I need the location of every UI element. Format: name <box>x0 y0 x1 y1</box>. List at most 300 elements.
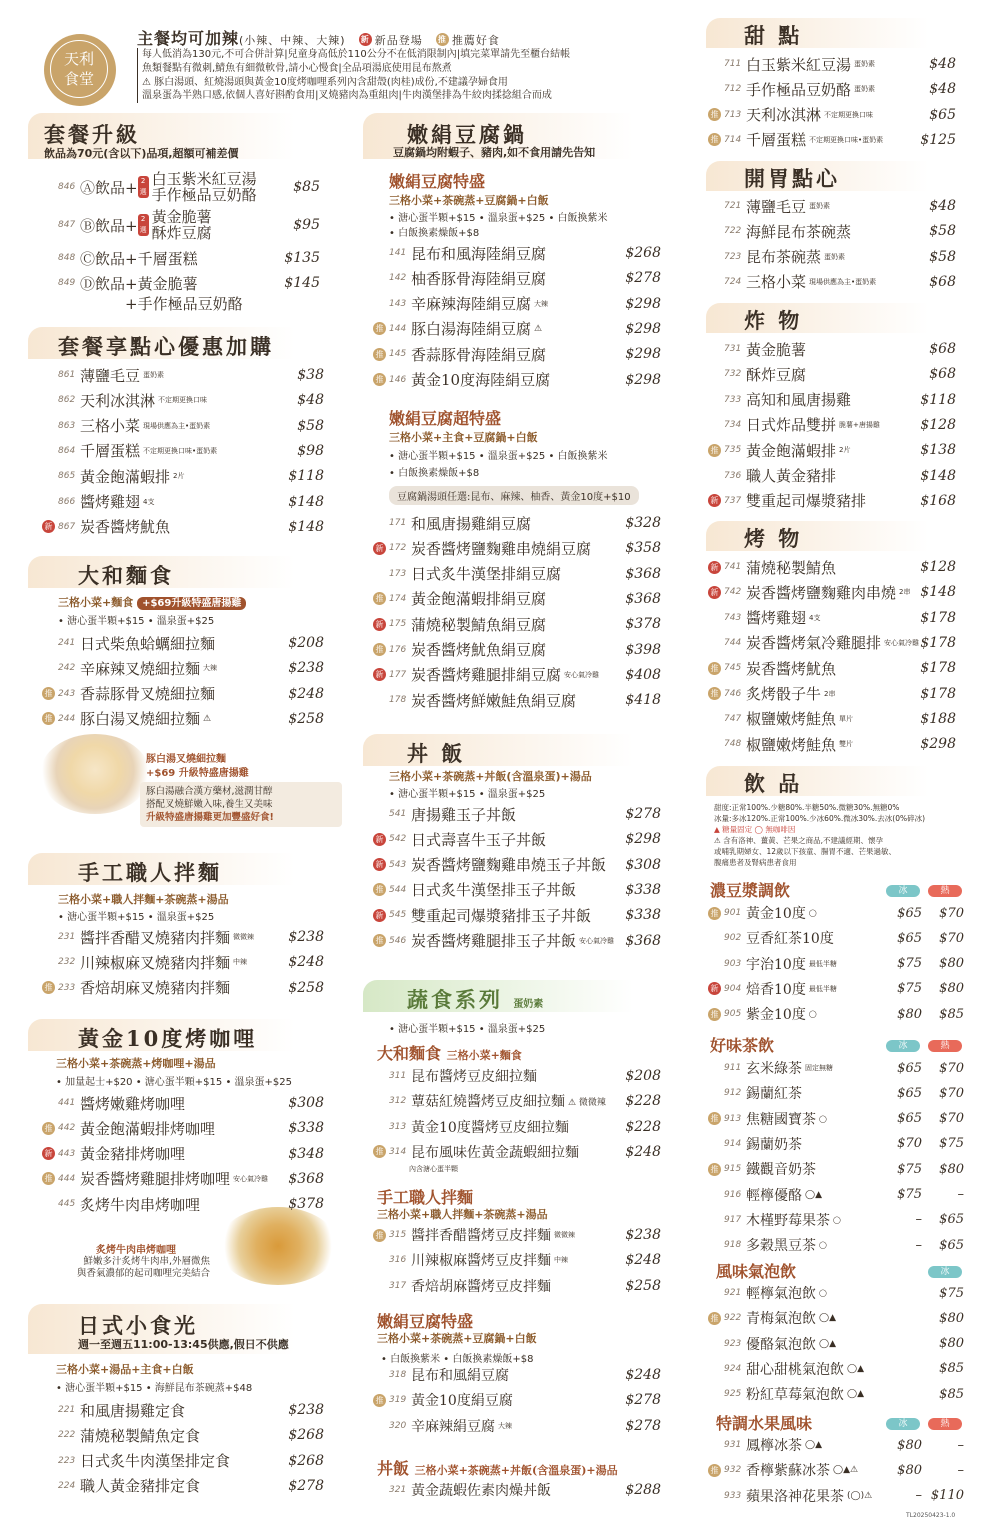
menu-item[interactable] <box>708 1357 964 1381</box>
menu-item[interactable] <box>708 901 964 925</box>
menu-item[interactable] <box>42 1474 324 1498</box>
menu-item[interactable] <box>373 1115 661 1139</box>
menu-item[interactable] <box>42 1398 324 1422</box>
menu-item[interactable] <box>708 128 956 152</box>
menu-item[interactable] <box>708 580 956 604</box>
item-name: 椒鹽嫩烤鮭魚 <box>746 710 837 729</box>
menu-item[interactable] <box>373 1223 661 1247</box>
menu-item[interactable] <box>42 1142 324 1166</box>
drink-note: 甜度:正常100%.少糖80%.半糖50%.微糖30%.無糖0% <box>714 803 900 812</box>
menu-item[interactable] <box>708 1208 964 1232</box>
item-name: 昆布醬烤豆皮細拉麵 <box>411 1069 537 1085</box>
menu-item[interactable] <box>708 219 956 243</box>
menu-item[interactable] <box>373 1140 661 1164</box>
item-code: 903 <box>724 958 742 969</box>
item-code: 312 <box>389 1096 407 1107</box>
recommend-badge-icon: 推 <box>373 322 386 335</box>
item-name: 黃金飽滿蝦排 <box>80 467 171 486</box>
item-price: $48 <box>297 392 324 409</box>
item-code: 224 <box>58 1480 76 1491</box>
recommend-badge-icon: 推 <box>42 712 55 725</box>
menu-item[interactable] <box>373 1414 661 1438</box>
menu-item[interactable] <box>373 878 661 902</box>
item-price: $188 <box>920 710 956 727</box>
item-name: 蘋果洛神花果茶 <box>746 1488 844 1505</box>
item-code: 243 <box>58 688 76 699</box>
menu-item[interactable] <box>42 1091 324 1115</box>
item-tag: 安心氣冷雞 <box>564 670 600 679</box>
menu-item[interactable] <box>708 194 956 218</box>
subsection-title: 濃豆漿調飲 <box>710 881 791 900</box>
menu-item[interactable] <box>708 1484 964 1508</box>
menu-item[interactable] <box>42 631 324 655</box>
item-name: 蒲燒秘製鯖魚定食 <box>80 1426 201 1445</box>
sub-combo: 三格小菜+麵食 <box>446 1049 522 1062</box>
fried-card <box>706 303 968 516</box>
item-code: 311 <box>389 1071 407 1081</box>
menu-item[interactable] <box>373 802 661 826</box>
item-price: $118 <box>920 391 956 408</box>
item-code: 922 <box>724 1313 742 1324</box>
item-code: 735 <box>724 445 742 456</box>
menu-item[interactable] <box>373 903 661 927</box>
menu-item[interactable] <box>42 682 324 706</box>
menu-item[interactable] <box>708 1107 964 1131</box>
menu-item[interactable] <box>708 707 956 731</box>
recommend-badge-icon: 推 <box>708 444 721 457</box>
recommend-label: 推薦好食 <box>451 34 500 47</box>
item-code: 901 <box>724 908 742 918</box>
combo-text: 三格小菜+職人拌麵+茶碗蒸+湯品 <box>58 893 229 906</box>
veg-card <box>363 980 681 1510</box>
item-code: 242 <box>58 663 76 674</box>
recommend-badge-icon: 推 <box>373 348 386 361</box>
menu-item[interactable] <box>708 52 956 76</box>
menu-item[interactable] <box>42 1167 324 1191</box>
price-cold: – <box>915 1237 922 1253</box>
section-title: 甜 點 <box>744 23 803 48</box>
menu-item[interactable] <box>708 656 956 680</box>
ice-label: 冰 <box>886 1040 920 1052</box>
price-hot: $80 <box>939 981 964 997</box>
menu-item[interactable] <box>373 612 661 636</box>
item-name: 甜心甜桃氣泡飲 <box>746 1361 844 1378</box>
item-price: $248 <box>288 685 324 702</box>
item-price: $238 <box>625 1227 661 1243</box>
menu-item[interactable] <box>708 489 956 513</box>
menu-item[interactable] <box>42 976 324 1000</box>
menu-item[interactable] <box>373 368 661 392</box>
menu-item[interactable] <box>58 208 320 245</box>
menu-item[interactable] <box>373 1363 661 1387</box>
item-code: 925 <box>724 1389 742 1400</box>
item-code: 442 <box>58 1123 76 1134</box>
item-tag: ◯▲ <box>805 1189 822 1200</box>
item-price: $178 <box>920 609 956 626</box>
item-price: $308 <box>625 856 661 873</box>
item-name: 日式炙牛漢堡排玉子丼飯 <box>411 881 577 900</box>
menu-item[interactable] <box>708 1183 964 1207</box>
menu-item[interactable] <box>373 536 661 560</box>
recommend-badge-icon: 推 <box>708 1464 721 1477</box>
item-sub: 內含溏心蛋半顆 <box>409 1165 458 1173</box>
menu-item[interactable] <box>708 103 956 127</box>
item-name: 酥炸豆腐 <box>746 365 807 384</box>
item-name: 香蒜豚骨海陸絹豆腐 <box>411 345 547 364</box>
item-name: 宇治10度 <box>746 956 806 973</box>
section-title: 嫩絹豆腐鍋 <box>407 122 527 147</box>
item-name: 黃金10度 <box>746 906 806 922</box>
item-price: $168 <box>920 492 956 509</box>
item-price: $85 <box>939 1361 964 1377</box>
menu-item[interactable] <box>708 732 956 756</box>
menu-item[interactable] <box>708 1132 964 1156</box>
menu-item[interactable] <box>373 317 661 341</box>
menu-item[interactable] <box>373 1248 661 1272</box>
item-tag: ⚠ <box>203 713 212 724</box>
menu-item[interactable] <box>708 362 956 386</box>
section-sub: 飲品為70元(含以下)品項,超額可補差價 <box>44 147 239 160</box>
curry-photo <box>218 1207 338 1285</box>
item-code: 171 <box>389 518 407 528</box>
subsection-title: 好味茶飲 <box>710 1036 775 1055</box>
price-cold: $75 <box>897 981 922 997</box>
item-tag: 最低半糖 <box>808 984 837 993</box>
item-price: $248 <box>625 1252 661 1269</box>
item-tag: 2片 <box>173 472 185 481</box>
promo-line: 升級特盛唐揚雞更加豐盛好食! <box>146 812 274 823</box>
item-name: 黃金脆薯 <box>746 340 807 359</box>
recommend-badge-icon: 推 <box>708 1312 721 1325</box>
item-name: 輕檸優酪 <box>746 1187 802 1204</box>
menu-item[interactable] <box>373 827 661 851</box>
item-price: $268 <box>288 1427 324 1444</box>
menu-item[interactable] <box>708 926 964 950</box>
item-options <box>152 209 212 241</box>
menu-item-line2 <box>125 291 325 315</box>
menu-item[interactable] <box>708 1382 964 1406</box>
price-cold: – <box>915 1488 922 1504</box>
menu-item[interactable] <box>42 1192 324 1216</box>
price-cold: $65 <box>897 1085 922 1101</box>
menu-item[interactable] <box>708 952 964 976</box>
hot-label: 熱 <box>928 1040 962 1052</box>
menu-item[interactable] <box>42 1423 324 1447</box>
veg-tag: 蛋奶素 <box>513 999 544 1010</box>
sub-combo: 三格小菜+茶碗蒸+丼飯(含溫泉蛋)+湯品 <box>414 1464 618 1477</box>
menu-item[interactable] <box>373 1064 661 1088</box>
menu-item[interactable] <box>708 631 956 655</box>
item-code: 141 <box>389 248 407 258</box>
item-name: 黃金飽滿蝦排絹豆腐 <box>411 590 547 609</box>
menu-item[interactable] <box>708 682 956 706</box>
menu-item[interactable] <box>373 562 661 586</box>
item-price: $228 <box>625 1118 661 1135</box>
item-code: 444 <box>58 1173 76 1184</box>
option-1: 白玉紫米紅豆湯 <box>151 170 257 188</box>
item-code: 146 <box>389 374 407 385</box>
item-name: 椒鹽嫩烤鮭魚 <box>746 735 837 754</box>
item-code: 711 <box>724 59 742 69</box>
item-name: 焙香10度 <box>746 981 806 998</box>
item-code: 911 <box>724 1063 742 1073</box>
menu-item[interactable] <box>708 464 956 488</box>
price-hot: $70 <box>939 930 964 946</box>
menu-item[interactable] <box>373 638 661 662</box>
menu-item[interactable] <box>708 606 956 630</box>
item-name: 三格小菜 <box>746 273 807 292</box>
menu-item[interactable] <box>708 1306 964 1330</box>
menu-item[interactable] <box>58 170 320 207</box>
menu-item[interactable] <box>373 1388 661 1412</box>
item-name: 優酪氣泡飲 <box>746 1336 816 1353</box>
new-badge-icon: 新 <box>373 542 386 555</box>
price-cold: $65 <box>897 905 922 921</box>
spicy-levels: (小辣、中辣、大辣) <box>239 34 346 47</box>
item-name: 炭香醬烤鹽麴雞串燒絹豆腐 <box>411 539 592 558</box>
item-price: $75 <box>939 1285 964 1301</box>
item-name: 多穀黑豆茶 <box>746 1238 816 1255</box>
menu-item[interactable] <box>708 1081 964 1105</box>
new-badge-icon: 新 <box>373 618 386 631</box>
item-price: $308 <box>288 1095 324 1111</box>
recommend-badge-icon: 推 <box>708 687 721 700</box>
item-price: $378 <box>625 616 661 633</box>
promo-title: 炙烤牛肉串烤咖哩 <box>96 1245 176 1256</box>
item-name: 柚香豚骨海陸絹豆腐 <box>411 269 547 288</box>
item-code: 445 <box>58 1199 76 1210</box>
combo-label: 三格小菜+麵食 <box>58 596 134 609</box>
menu-item[interactable] <box>708 1458 964 1482</box>
menu-item[interactable] <box>708 270 956 294</box>
item-code: 847 <box>58 220 76 230</box>
item-price: $148 <box>920 584 956 601</box>
menu-item[interactable] <box>708 555 956 579</box>
menu-item[interactable] <box>708 1433 964 1457</box>
item-code: 443 <box>58 1148 76 1159</box>
choose-icon: 2選1 <box>139 215 147 245</box>
menu-item[interactable] <box>42 490 324 514</box>
item-price: $238 <box>288 660 324 677</box>
menu-item[interactable] <box>373 929 661 953</box>
menu-item[interactable] <box>708 245 956 269</box>
item-price: $145 <box>284 275 320 291</box>
menu-item[interactable] <box>708 388 956 412</box>
item-code: 543 <box>389 859 407 870</box>
recommend-badge-icon: 推 <box>42 687 55 700</box>
item-code: 319 <box>389 1395 407 1406</box>
item-price: $138 <box>920 442 956 459</box>
menu-item[interactable] <box>708 1281 964 1305</box>
menu-item[interactable] <box>373 587 661 611</box>
item-price: $178 <box>920 660 956 677</box>
item-name: 黃金10度醬烤豆皮細拉麵 <box>411 1119 569 1136</box>
menu-item[interactable] <box>42 363 324 387</box>
item-tag: 安心氣冷雞 <box>884 638 920 647</box>
menu-item[interactable] <box>708 977 964 1001</box>
menu-item[interactable] <box>42 707 324 731</box>
item-price: $48 <box>929 198 956 214</box>
item-name: 豆香紅茶10度 <box>746 931 834 948</box>
menu-item[interactable] <box>42 1449 324 1473</box>
menu-item[interactable] <box>42 515 324 539</box>
item-name: 香檸紫蘇冰茶 <box>746 1463 830 1480</box>
subsection-title: 風味氣泡飲 <box>716 1262 797 1281</box>
item-price: $258 <box>625 1277 661 1294</box>
menu-item[interactable] <box>373 1274 661 1298</box>
item-tag: 安心氣冷雞 <box>579 936 615 945</box>
menu-item[interactable] <box>708 1332 964 1356</box>
menu-item[interactable] <box>708 1056 964 1080</box>
menu-item[interactable] <box>373 342 661 366</box>
price-cold: $75 <box>897 1187 922 1202</box>
menu-item[interactable] <box>373 1089 661 1113</box>
menu-item[interactable] <box>42 439 324 463</box>
item-code: 748 <box>724 739 742 750</box>
menu-item[interactable] <box>708 1233 964 1257</box>
item-code: 544 <box>389 884 407 895</box>
item-code: 916 <box>724 1189 742 1200</box>
item-price: $338 <box>625 907 661 924</box>
menu-item[interactable] <box>373 1478 661 1502</box>
new-badge-icon: 新 <box>42 520 55 533</box>
menu-item[interactable] <box>708 77 956 101</box>
price-cold: $75 <box>897 956 922 972</box>
section-title: 黃金10度烤咖哩 <box>78 1026 258 1051</box>
menu-item[interactable] <box>373 292 661 316</box>
item-code: 175 <box>389 619 407 630</box>
menu-item[interactable] <box>373 853 661 877</box>
recommend-badge-icon: 推 <box>42 1172 55 1185</box>
item-code: 914 <box>724 1138 742 1149</box>
item-name: 炭香醬烤魷魚 <box>80 518 171 537</box>
item-code: 232 <box>58 957 76 968</box>
section-title: 大和麵食 <box>78 563 174 588</box>
menu-item[interactable] <box>708 413 956 437</box>
item-tag: ◯▲ <box>847 1363 864 1374</box>
menu-item[interactable] <box>708 438 956 462</box>
item-code: 143 <box>389 298 407 309</box>
item-price: $298 <box>625 831 661 848</box>
menu-item[interactable] <box>42 414 324 438</box>
item-code: 320 <box>389 1420 407 1431</box>
set-upgrade-card <box>28 113 342 318</box>
item-price: $368 <box>625 932 661 949</box>
menu-item[interactable] <box>373 663 661 687</box>
promo-line: 搭配叉燒鮮嫩入味,養生又美味 <box>146 799 273 810</box>
item-name: 日式柴魚蛤蠣細拉麵 <box>80 634 216 653</box>
item-tag: 安心氣冷雞 <box>233 1174 269 1183</box>
item-code: 915 <box>724 1164 742 1175</box>
item-name: 蒲燒秘製鯖魚 <box>746 558 837 577</box>
hot-label: 熱 <box>928 885 962 897</box>
item-name: 炭香醬烤雞腿排絹豆腐 <box>411 666 562 685</box>
new-badge-icon: 新 <box>708 982 721 995</box>
menu-item[interactable] <box>708 337 956 361</box>
snack-deal-card <box>28 327 342 541</box>
price-hot: $80 <box>939 956 964 972</box>
recommend-badge-icon: 推 <box>437 35 447 44</box>
item-tag: (◯)⚠ <box>847 1490 873 1501</box>
menu-item[interactable] <box>42 464 324 488</box>
item-price: $208 <box>625 1068 661 1084</box>
menu-item[interactable] <box>42 656 324 680</box>
item-price: $48 <box>929 81 956 98</box>
item-code: 745 <box>724 663 742 674</box>
menu-item[interactable] <box>42 1116 324 1140</box>
item-price: $298 <box>625 346 661 363</box>
combo-text: 三格小菜+湯品+主食+白飯 <box>56 1363 194 1376</box>
item-code: 904 <box>724 983 742 994</box>
menu-item[interactable] <box>58 246 320 270</box>
price-cold: $80 <box>897 1462 922 1478</box>
menu-item[interactable] <box>708 1157 964 1181</box>
item-code: 863 <box>58 420 76 431</box>
menu-item[interactable] <box>373 266 661 290</box>
item-tag: 大辣 <box>534 299 549 308</box>
item-tag: 蛋奶素 <box>143 371 165 379</box>
header-title <box>137 26 500 49</box>
item-name: 炭香醬烤雞腿排玉子丼飯 <box>411 932 577 950</box>
item-price: $148 <box>288 493 324 510</box>
item-code: 316 <box>389 1255 407 1266</box>
item-name: 紫金10度 <box>746 1007 806 1024</box>
menu-item[interactable] <box>373 511 661 535</box>
noodles-card <box>28 556 342 846</box>
menu-item[interactable] <box>373 241 661 265</box>
veg-title: 蔬食系列 <box>407 987 503 1012</box>
ice-label: 冰 <box>928 1266 962 1278</box>
menu-item[interactable] <box>42 950 324 974</box>
combo-note: • 白飯換素燥飯+$8 <box>389 228 480 239</box>
item-price: $128 <box>920 559 956 575</box>
new-badge-icon: 新 <box>708 494 721 507</box>
item-tag: 蛋奶素 <box>854 60 876 68</box>
item-name: 炙烤牛肉串烤咖哩 <box>80 1195 201 1214</box>
new-label: 新品登場 <box>374 34 423 47</box>
item-price: $338 <box>625 881 661 898</box>
price-cold: – <box>915 1212 922 1228</box>
item-price: $398 <box>625 641 661 658</box>
header-note: 溫泉蛋為半熟口感,依個人喜好斟酌食用|叉燒豬肉為重組肉|牛肉漢堡排為牛絞肉揉捻組合而成 <box>137 89 570 103</box>
item-tag: 不定期更換口味•蛋奶素 <box>809 135 884 144</box>
menu-item[interactable] <box>373 688 661 712</box>
combo-text: 三格小菜+茶碗蒸+丼飯(含溫泉蛋)+湯品 <box>389 770 592 783</box>
item-price: $58 <box>929 248 956 265</box>
item-code: 921 <box>724 1288 742 1298</box>
item-tag: 蛋奶素 <box>854 85 876 94</box>
item-price: $278 <box>625 270 661 287</box>
item-price: $338 <box>288 1120 324 1137</box>
item-tag: ◯ <box>833 1215 841 1224</box>
item-price: $238 <box>288 929 324 945</box>
combo-text <box>58 594 246 610</box>
menu-item[interactable] <box>708 1002 964 1026</box>
menu-item[interactable] <box>42 388 324 412</box>
item-name: 千層蛋糕 <box>746 131 807 150</box>
combo-note: • 溏心蛋半顆+$15 • 溫泉蛋+$25 <box>389 789 546 800</box>
item-price: $278 <box>625 1392 661 1409</box>
item-code: 231 <box>58 932 76 942</box>
item-name-2: +手作極品豆奶酪 <box>125 294 243 313</box>
menu-item[interactable] <box>42 925 324 949</box>
new-badge-icon: 新 <box>373 858 386 871</box>
promo-line: 豚白湯融合漢方藥材,滋潤甘醇 <box>146 786 273 797</box>
item-name: 三格小菜 <box>80 417 141 436</box>
drink-note: ▲ 糖量固定 ◯ 無咖啡因 <box>714 825 796 834</box>
recommend-badge-icon: 推 <box>708 108 721 121</box>
combo-text: 三格小菜+職人拌麵+茶碗蒸+湯品 <box>377 1208 548 1221</box>
